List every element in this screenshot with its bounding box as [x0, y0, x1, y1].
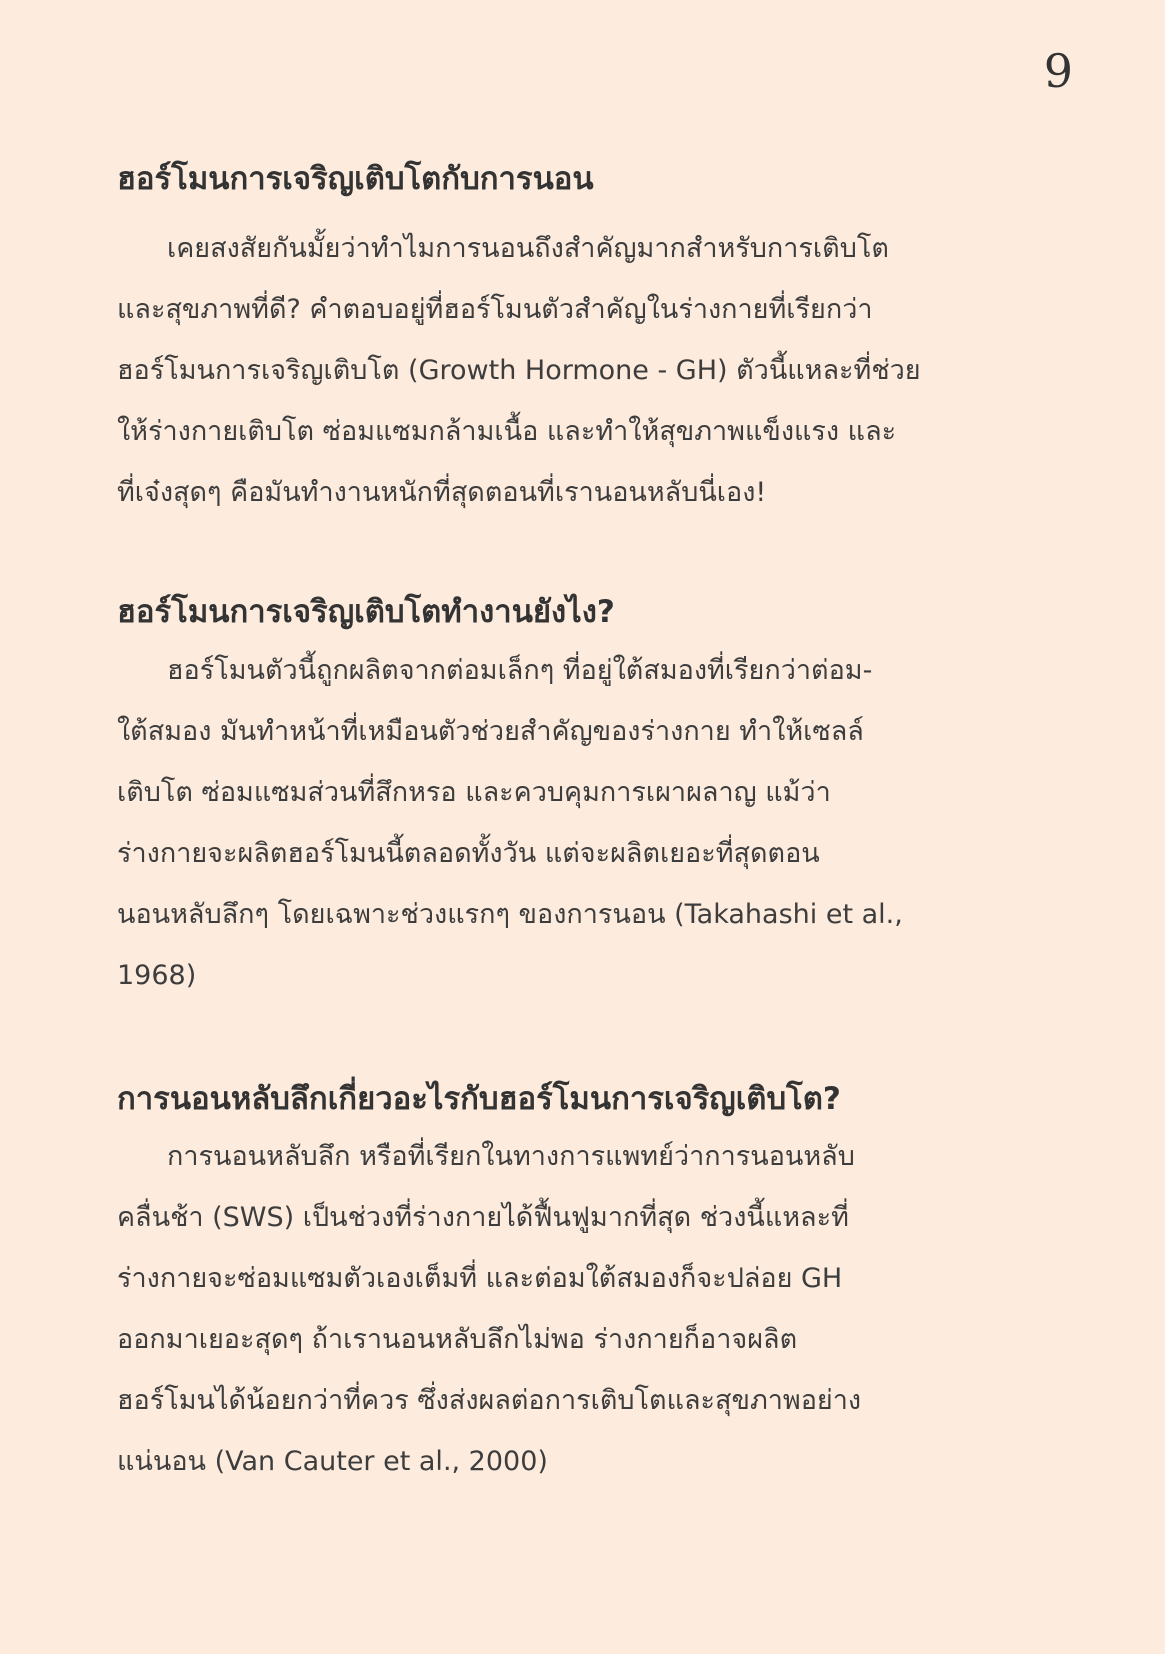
paragraph-line: ฮอร์โมนตัวนี้ถูกผลิตจากต่อมเล็กๆ ที่อยู่ใต้สมองที่เรียกว่าต่อม-	[167, 655, 873, 686]
section-how-growth-hormone-works	[117, 581, 1057, 1006]
paragraph-line: ฮอร์โมนการเจริญเติบโต (Growth Hormone - GH) ตัวนี้แหละที่ช่วย	[117, 355, 921, 386]
paragraph-line: 1968)	[117, 960, 197, 991]
page-number: 9	[1043, 44, 1073, 98]
paragraph-line: ฮอร์โมนได้น้อยกว่าที่ควร ซึ่งส่งผลต่อการเติบโตและสุขภาพอย่าง	[117, 1385, 862, 1416]
paragraph-line: แน่นอน (Van Cauter et al., 2000)	[117, 1446, 548, 1477]
section-heading: ฮอร์โมนการเจริญเติบโตทำงานยังไง?	[117, 594, 615, 630]
section-paragraph	[117, 218, 1057, 523]
paragraph-line: และสุขภาพที่ดี? คำตอบอยู่ที่ฮอร์โมนตัวสำคัญในร่างกายที่เรียกว่า	[117, 294, 873, 325]
paragraph-line: ที่เจ๋งสุดๆ คือมันทำงานหนักที่สุดตอนที่เรานอนหลับนี่เอง!	[117, 477, 767, 508]
paragraph-line: คลื่นช้า (SWS) เป็นช่วงที่ร่างกายได้ฟื้นฟูมากที่สุด ช่วงนี้แหละที่	[117, 1202, 849, 1233]
paragraph-line: นอนหลับลึกๆ โดยเฉพาะช่วงแรกๆ ของการนอน (Takahashi et al.,	[117, 899, 903, 930]
section-heading: การนอนหลับลึกเกี่ยวอะไรกับฮอร์โมนการเจริญเติบโต?	[117, 1081, 841, 1117]
paragraph-line: ร่างกายจะซ่อมแซมตัวเองเต็มที่ และต่อมใต้สมองก็จะปล่อย GH	[117, 1263, 843, 1294]
paragraph-line: เคยสงสัยกันมั้ยว่าทำไมการนอนถึงสำคัญมากสำหรับการเติบโต	[167, 233, 889, 264]
section-deep-sleep-and-growth-hormone	[117, 1068, 1057, 1492]
paragraph-line: การนอนหลับลึก หรือที่เรียกในทางการแพทย์ว่าการนอนหลับ	[167, 1141, 855, 1172]
section-paragraph	[117, 640, 1057, 1006]
paragraph-line: ร่างกายจะผลิตฮอร์โมนนี้ตลอดทั้งวัน แต่จะผลิตเยอะที่สุดตอน	[117, 838, 820, 869]
paragraph-line: ออกมาเยอะสุดๆ ถ้าเรานอนหลับลึกไม่พอ ร่างกายก็อาจผลิต	[117, 1324, 798, 1355]
section-paragraph	[117, 1126, 1057, 1492]
section-heading: ฮอร์โมนการเจริญเติบโตกับการนอน	[117, 161, 594, 197]
section-growth-hormone-and-sleep	[117, 148, 1057, 523]
paragraph-line: ให้ร่างกายเติบโต ซ่อมแซมกล้ามเนื้อ และทำให้สุขภาพแข็งแรง และ	[117, 416, 897, 447]
paragraph-line: ใต้สมอง มันทำหน้าที่เหมือนตัวช่วยสำคัญของร่างกาย ทำให้เซลล์	[117, 716, 864, 747]
paragraph-line: เติบโต ซ่อมแซมส่วนที่สึกหรอ และควบคุมการเผาผลาญ แม้ว่า	[117, 777, 831, 808]
article-body	[117, 148, 1057, 1492]
